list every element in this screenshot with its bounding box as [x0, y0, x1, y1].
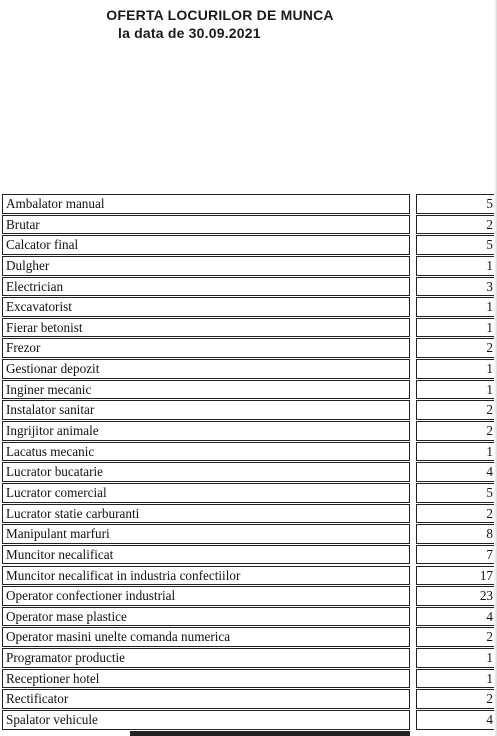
- job-title-cell: Excavatorist: [2, 297, 410, 317]
- job-title-cell: Spalator vehicule: [2, 710, 410, 730]
- vacancy-count-cell: 1: [416, 256, 496, 276]
- vacancy-count-cell: 4: [416, 710, 496, 730]
- table-row: [2, 607, 496, 627]
- table-row: [2, 359, 496, 379]
- job-title-cell: Rectificator: [2, 689, 410, 709]
- table-row: [2, 566, 496, 586]
- table-row: [2, 504, 496, 524]
- vacancy-count-cell: 1: [416, 359, 496, 379]
- job-title-cell: Lucrator bucatarie: [2, 462, 410, 482]
- vacancy-count-cell: 5: [416, 235, 496, 255]
- table-row: [2, 627, 496, 647]
- table-row: [2, 421, 496, 441]
- vacancy-count-cell: 1: [416, 669, 496, 689]
- page-subtitle: la data de 30.09.2021: [118, 25, 261, 41]
- table-row: [2, 400, 496, 420]
- job-title-cell: Gestionar depozit: [2, 359, 410, 379]
- job-offers-table: [2, 194, 496, 731]
- vacancy-count-cell: 4: [416, 607, 496, 627]
- table-row: [2, 194, 496, 214]
- vacancy-count-cell: 2: [416, 215, 496, 235]
- scan-edge-shadow: [130, 731, 410, 736]
- vacancy-count-cell: 2: [416, 504, 496, 524]
- job-title-cell: Receptioner hotel: [2, 669, 410, 689]
- table-row: [2, 215, 496, 235]
- job-title-cell: Frezor: [2, 338, 410, 358]
- vacancy-count-cell: 2: [416, 627, 496, 647]
- job-title-cell: Muncitor necalificat in industria confectiilor: [2, 566, 410, 586]
- vacancy-count-cell: 5: [416, 483, 496, 503]
- table-row: [2, 338, 496, 358]
- table-row: [2, 648, 496, 668]
- vacancy-count-cell: 17: [416, 566, 496, 586]
- vacancy-count-cell: 2: [416, 400, 496, 420]
- job-title-cell: Manipulant marfuri: [2, 524, 410, 544]
- vacancy-count-cell: 2: [416, 689, 496, 709]
- table-row: [2, 689, 496, 709]
- vacancy-count-cell: 1: [416, 297, 496, 317]
- job-title-cell: Electrician: [2, 277, 410, 297]
- job-title-cell: Calcator final: [2, 235, 410, 255]
- job-title-cell: Operator confectioner industrial: [2, 586, 410, 606]
- job-title-cell: Ingrijitor animale: [2, 421, 410, 441]
- table-row: [2, 256, 496, 276]
- job-title-cell: Dulgher: [2, 256, 410, 276]
- table-row: [2, 710, 496, 730]
- vacancy-count-cell: 2: [416, 338, 496, 358]
- vacancy-count-cell: 2: [416, 421, 496, 441]
- table-row: [2, 545, 496, 565]
- job-title-cell: Programator productie: [2, 648, 410, 668]
- job-title-cell: Ambalator manual: [2, 194, 410, 214]
- vacancy-count-cell: 3: [416, 277, 496, 297]
- job-title-cell: Fierar betonist: [2, 318, 410, 338]
- job-title-cell: Lucrator statie carburanti: [2, 504, 410, 524]
- table-row: [2, 442, 496, 462]
- vacancy-count-cell: 1: [416, 318, 496, 338]
- vacancy-count-cell: 8: [416, 524, 496, 544]
- table-row: [2, 297, 496, 317]
- job-title-cell: Brutar: [2, 215, 410, 235]
- job-title-cell: Muncitor necalificat: [2, 545, 410, 565]
- vacancy-count-cell: 5: [416, 194, 496, 214]
- table-row: [2, 235, 496, 255]
- table-row: [2, 669, 496, 689]
- job-title-cell: Operator mase plastice: [2, 607, 410, 627]
- vacancy-count-cell: 1: [416, 380, 496, 400]
- table-row: [2, 462, 496, 482]
- job-title-cell: Lacatus mecanic: [2, 442, 410, 462]
- table-row: [2, 277, 496, 297]
- table-row: [2, 483, 496, 503]
- job-title-cell: Inginer mecanic: [2, 380, 410, 400]
- table-row: [2, 586, 496, 606]
- table-row: [2, 380, 496, 400]
- vacancy-count-cell: 23: [416, 586, 496, 606]
- page-title: OFERTA LOCURILOR DE MUNCA: [106, 7, 334, 23]
- job-title-cell: Instalator sanitar: [2, 400, 410, 420]
- vacancy-count-cell: 1: [416, 442, 496, 462]
- table-row: [2, 318, 496, 338]
- vacancy-count-cell: 1: [416, 648, 496, 668]
- job-title-cell: Operator masini unelte comanda numerica: [2, 627, 410, 647]
- vacancy-count-cell: 4: [416, 462, 496, 482]
- table-row: [2, 524, 496, 544]
- vacancy-count-cell: 7: [416, 545, 496, 565]
- job-title-cell: Lucrator comercial: [2, 483, 410, 503]
